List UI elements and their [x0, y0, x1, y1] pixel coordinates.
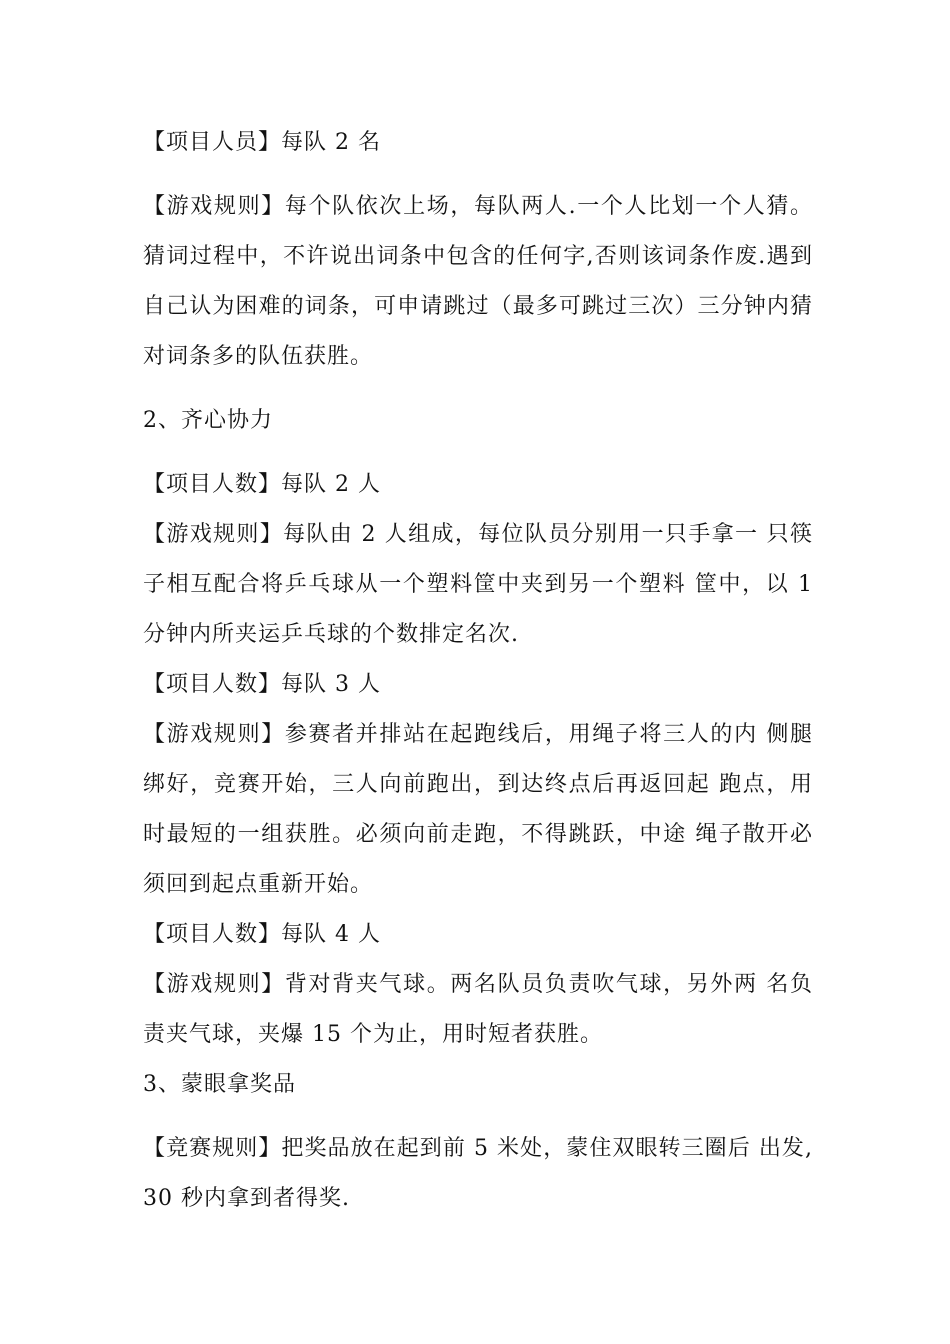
game-rules-1: 【游戏规则】每个队依次上场，每队两人.一个人比划一个人猜。猜词过程中，不许说出词条中包含的任何字,否则该词条作废.遇到自己认为困难的词条，可申请跳过（最多可跳过三次）三分钟内猜对词条多的队伍获胜。 — [143, 194, 813, 369]
competition-rules-3: 【竞赛规则】把奖品放在起到前 5 米处，蒙住双眼转三圈后 出发,30 秒内拿到者得奖. — [143, 1136, 813, 1211]
item-count-3: 【项目人数】每队 3 人 — [143, 672, 381, 697]
section-heading-2: 2、齐心协力 — [143, 408, 273, 433]
game-rules-4: 【游戏规则】背对背夹气球。两名队员负责吹气球，另外两 名负责夹气球，夹爆 15 个为止，用时短者获胜。 — [143, 972, 813, 1047]
item-count-4: 【项目人数】每队 4 人 — [143, 922, 381, 947]
game-rules-2: 【游戏规则】每队由 2 人组成，每位队员分别用一只手拿一 只筷子相互配合将乒乓球从一个塑料筐中夹到另一个塑料 筐中，以 1 分钟内所夹运乒乓球的个数排定名次. — [143, 522, 813, 647]
game-rules-3: 【游戏规则】参赛者并排站在起跑线后，用绳子将三人的内 侧腿绑好，竞赛开始，三人向前跑出，到达终点后再返回起 跑点，用时最短的一组获胜。必须向前走跑，不得跳跃，中途 绳子散开必须回到起点重新开始。 — [143, 722, 813, 897]
section-heading-3: 3、蒙眼拿奖品 — [143, 1072, 296, 1097]
item-count-2: 【项目人数】每队 2 人 — [143, 472, 381, 497]
document-body — [143, 118, 813, 1224]
item-personnel-1: 【项目人员】每队 2 名 — [143, 130, 381, 155]
